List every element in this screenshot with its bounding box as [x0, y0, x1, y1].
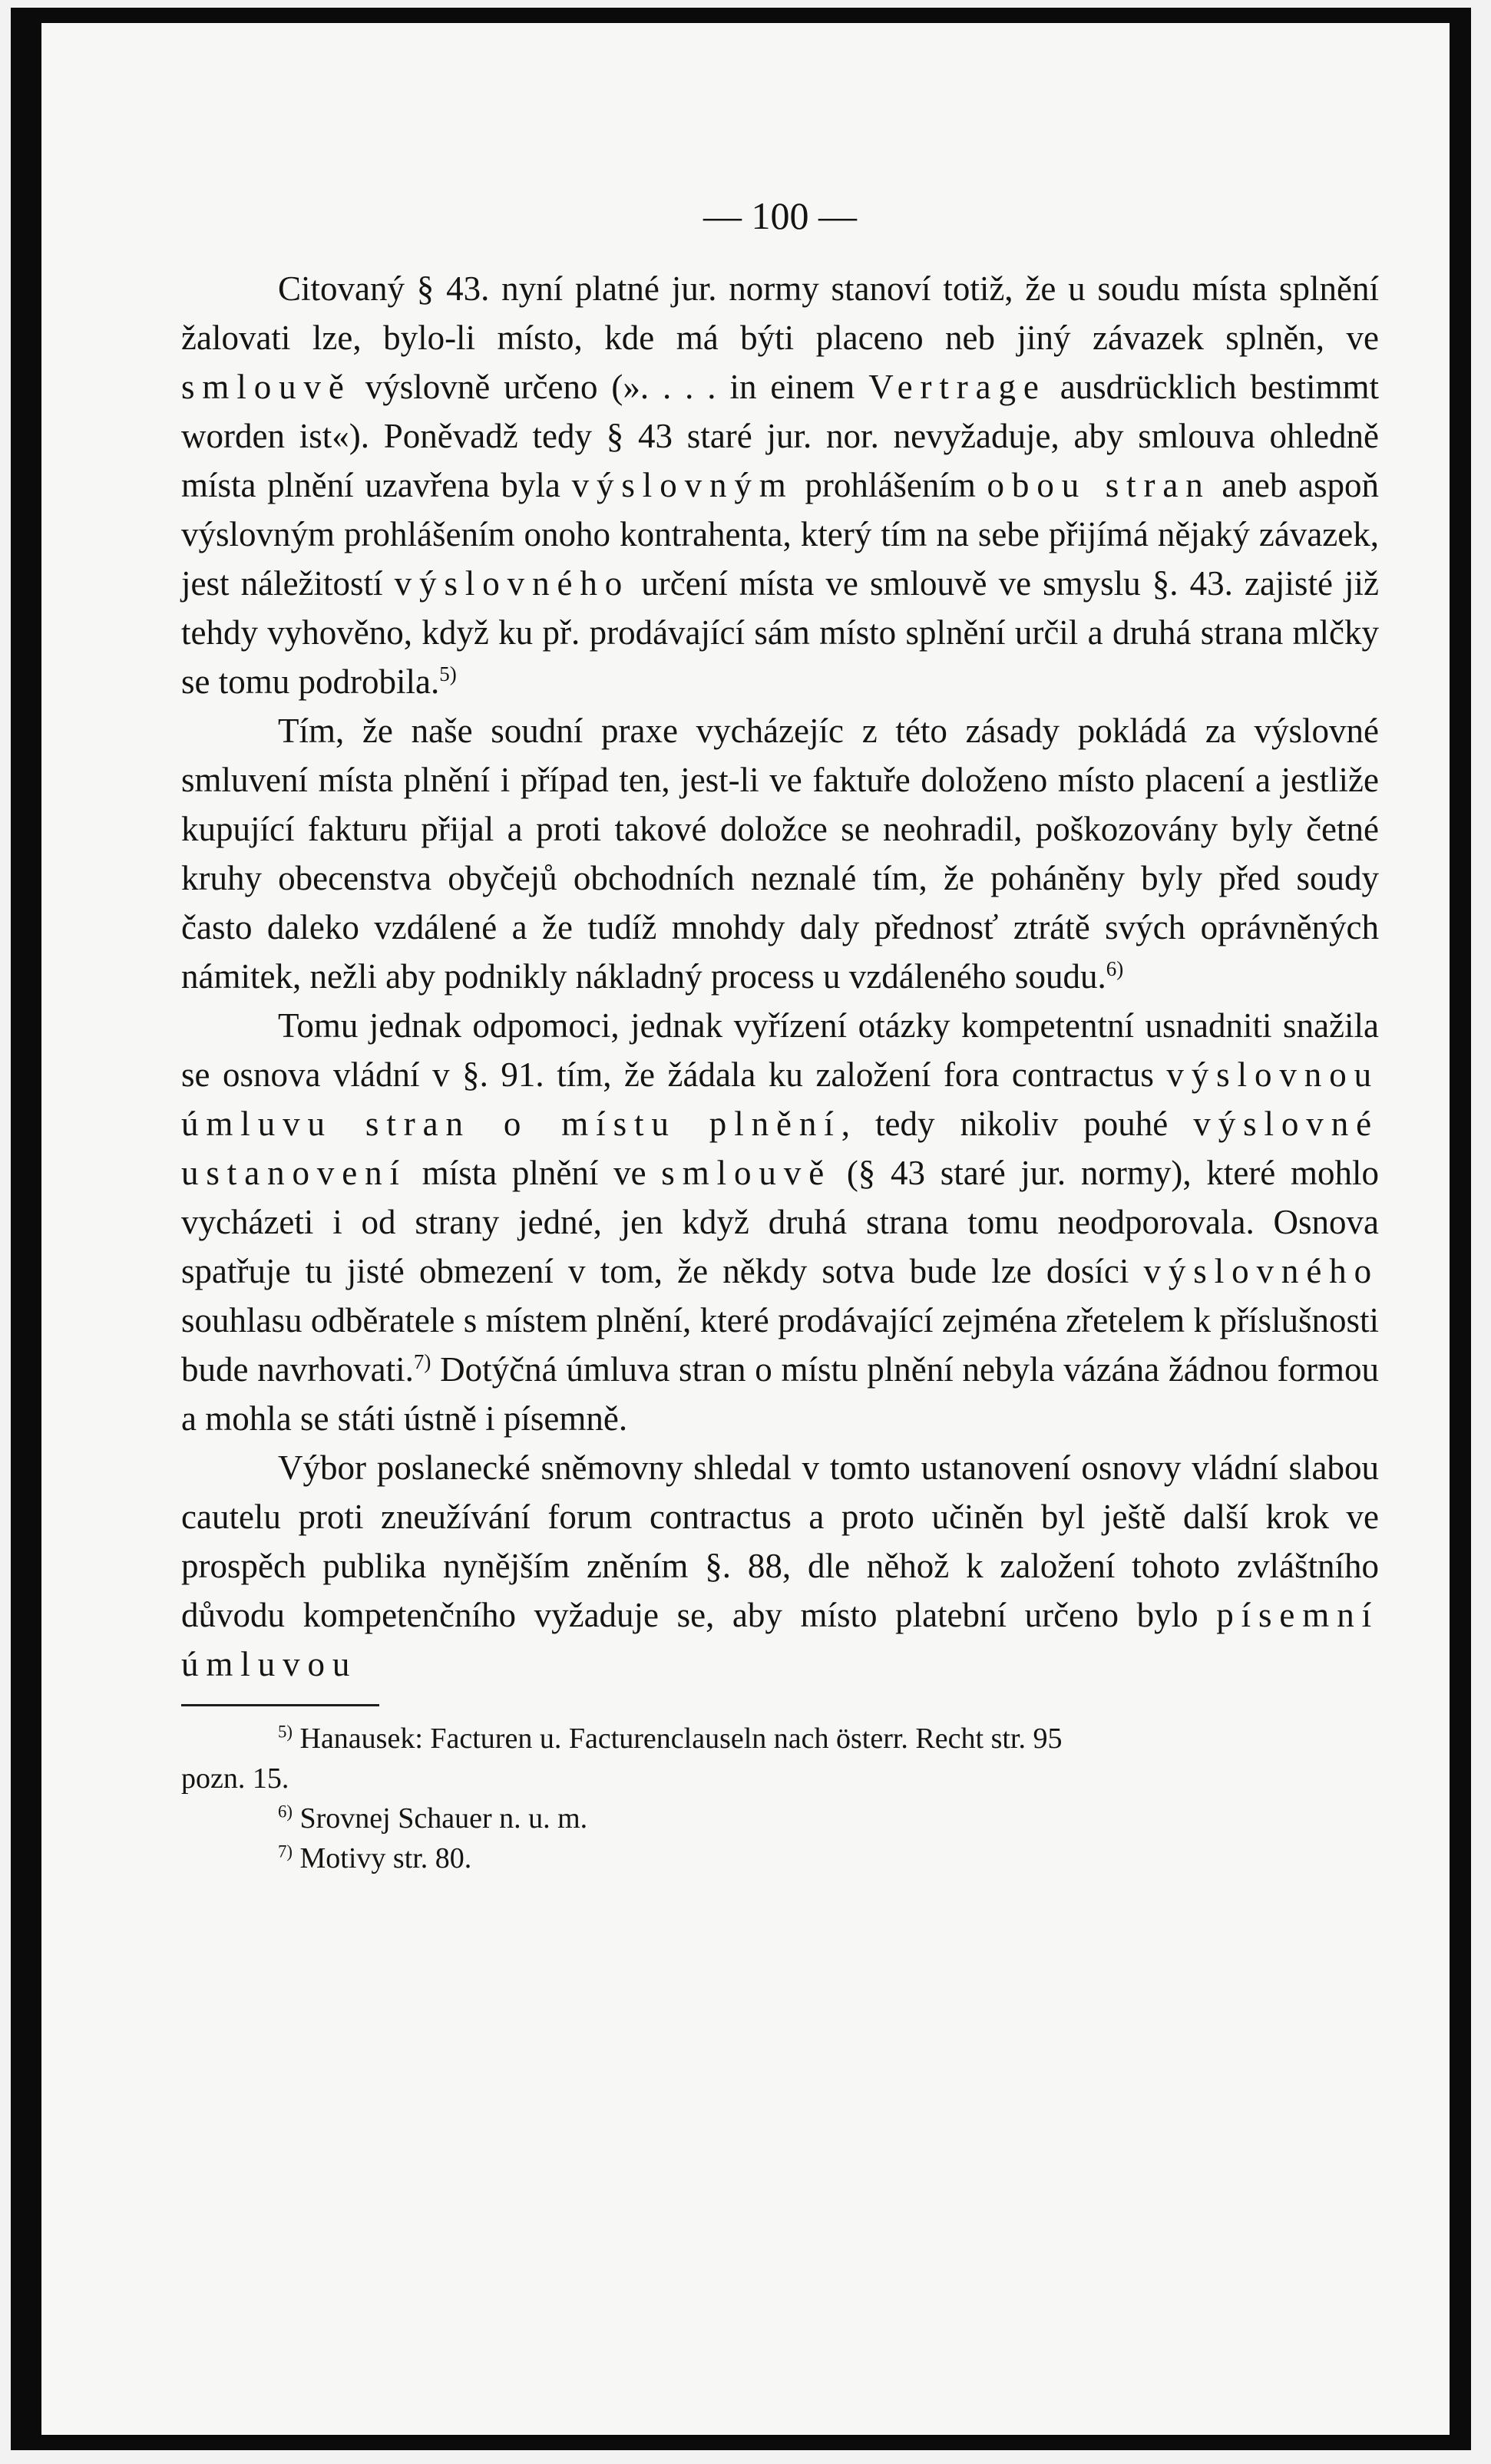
paragraph-2 — [181, 706, 1379, 1001]
text-run: ausdrücklich bestimmt worden ist«). Poněvadž tedy § 43 staré jur. nor. nevyžaduje, aby smlouva ohledně místa plnění uzavřena byla — [181, 368, 1380, 504]
paragraph-1 — [181, 264, 1379, 706]
spaced-emphasis: smlouvě — [661, 1154, 832, 1192]
spaced-emphasis: výslovné ustanovení — [181, 1105, 1379, 1192]
footnote-5 — [181, 1719, 1379, 1759]
text-run: souhlasu odběratele s místem plnění, které prodávající zejména zřetelem k příslušnosti bude navrhovati. — [181, 1301, 1379, 1389]
footnote-text: Srovnej Schauer n. u. m. — [293, 1802, 588, 1835]
footnote-text: Motivy str. 80. — [293, 1842, 472, 1874]
spaced-emphasis: výslovného — [1143, 1252, 1379, 1290]
text-run: Citovaný § 43. nyní platné jur. normy stanoví totiž, že u soudu místa splnění žalovati lze, bylo-li místo, kde má býti placeno neb jiný závazek splněn, ve — [181, 269, 1379, 357]
spaced-emphasis: obou stran — [987, 466, 1211, 504]
text-run: místa plnění ve — [406, 1154, 662, 1192]
spaced-emphasis: písemní úmluvou — [181, 1596, 1379, 1683]
footnote-text: Hanausek: Facturen u. Facturenclauseln nach österr. Recht str. 95 — [293, 1722, 1063, 1755]
footnote-7 — [181, 1838, 1379, 1878]
text-run: Výbor poslanecké sněmovny shledal v tomto ustanovení osnovy vládní slabou cautelu proti zneužívání forum contractus a proto učiněn byl ještě další krok ve prospěch publika nynějším zněním §. 88, dle něhož k založení tohoto zvláštního důvodu kompetenčního vyžaduje se, aby místo platební určeno bylo — [181, 1448, 1379, 1634]
text-run: prohlášením — [793, 466, 987, 504]
spaced-emphasis: smlouvě — [181, 368, 352, 406]
footnote-mark: 5) — [278, 1722, 293, 1742]
text-run: výslovně určeno (». . . . in einem — [351, 368, 869, 406]
page-content — [181, 193, 1379, 1878]
footnote-ref: 6) — [1106, 957, 1124, 980]
spaced-emphasis: výslovnou úmluvu stran o místu plnění — [181, 1055, 1379, 1143]
paragraph-3 — [181, 1001, 1379, 1443]
spaced-emphasis: výslovným — [571, 466, 794, 504]
footnote-mark: 6) — [278, 1802, 293, 1822]
footnote-ref: 7) — [413, 1350, 431, 1373]
footnotes — [181, 1719, 1379, 1878]
footnote-ref: 5) — [439, 662, 457, 685]
text-run: Dotýčná úmluva stran o místu plnění nebyla vázána žádnou formou a mohla se státi ústně i písemně. — [181, 1350, 1379, 1438]
footnote-mark: 7) — [278, 1841, 293, 1861]
text-run: aneb aspoň výslovným prohlášením onoho kontrahenta, který tím na sebe přijímá nějaký závazek, jest náležitostí — [181, 466, 1380, 603]
footnote-5-continuation: pozn. 15. — [181, 1762, 289, 1795]
footnote-divider — [181, 1704, 379, 1706]
text-run: , tedy nikoliv pouhé — [841, 1105, 1194, 1143]
text-run: Tomu jednak odpomoci, jednak vyřízení otázky kompetentní usnadniti snažila se osnova vládní v §. 91. tím, že žádala ku založení fora contractus — [181, 1006, 1379, 1094]
paragraph-4 — [181, 1443, 1379, 1689]
page-number: — 100 — — [703, 194, 857, 237]
text-run: určení místa ve smlouvě ve smyslu §. 43. zajisté již tehdy vyhověno, když ku př. prodávající sám místo splnění určil a druhá strana mlčky se tomu podrobila. — [181, 564, 1380, 701]
footnote-6 — [181, 1798, 1379, 1838]
spaced-emphasis: výslovného — [394, 564, 630, 603]
spaced-emphasis: Vertrage — [868, 368, 1046, 406]
text-run: Tím, že naše soudní praxe vycházejíc z této zásady pokládá za výslovné smluvení místa plnění i případ ten, jest-li ve faktuře doloženo místo placení a jestliže kupující fakturu přijal a proti takové doložce se neohradil, poškozovány byly četné kruhy obecenstva obyčejů obchodních neznalé tím, že poháněny byly před soudy často daleko vzdálené a že tudíž mnohdy daly přednosť ztrátě svých oprávněných námitek, nežli aby podnikly nákladný process u vzdáleného soudu. — [181, 712, 1379, 996]
text-run: (§ 43 staré jur. normy), které mohlo vycházeti i od strany jedné, jen když druhá strana tomu neodporovala. Osnova spatřuje tu jisté obmezení v tom, že někdy sotva bude lze dosíci — [181, 1154, 1379, 1290]
